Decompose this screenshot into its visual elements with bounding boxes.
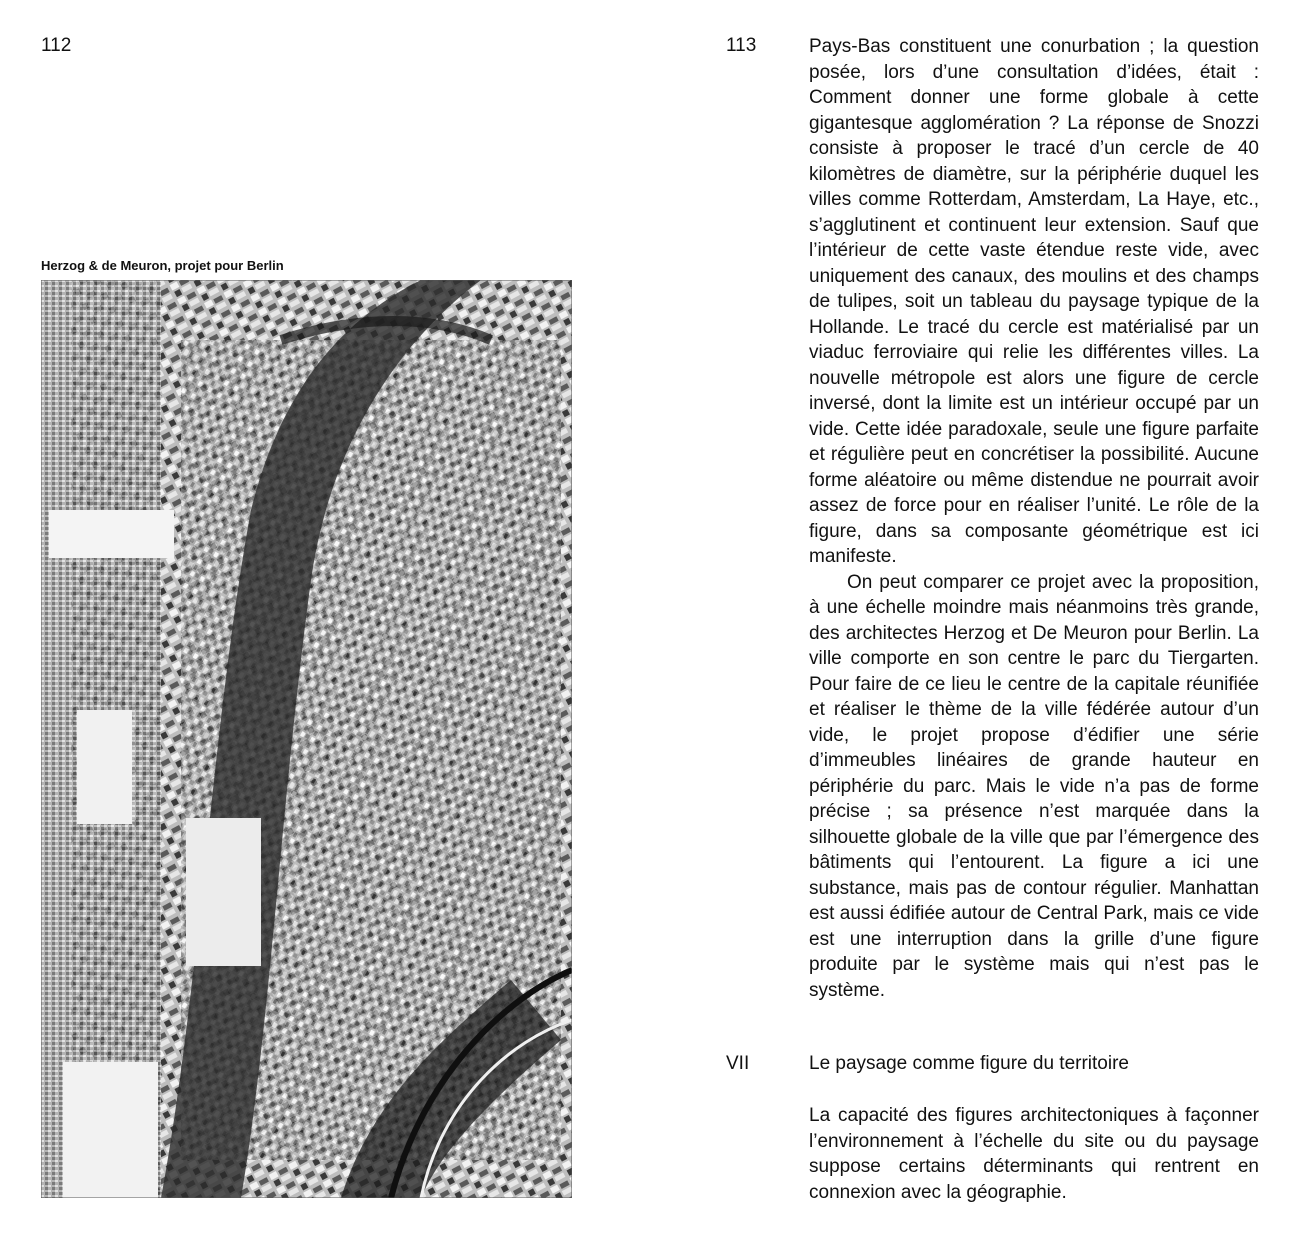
section-paragraph: La capacité des figures architectoniques à façonner l’environnement à l’échelle du site ou du paysage suppose certains déterminants qui rentrent en connexion avec la géographie. xyxy=(809,1105,1259,1203)
left-page-number: 112 xyxy=(41,35,72,56)
berlin-aerial-photo xyxy=(41,280,572,1198)
figure-caption: Herzog & de Meuron, projet pour Berlin xyxy=(41,258,284,273)
right-page-number: 113 xyxy=(726,35,757,56)
paragraph-2: On peut comparer ce projet avec la proposition, à une échelle moindre mais néanmoins très grande, des architectes Herzog et De Meuron pour Berlin. La ville comporte en son centre le parc du Tiergarten. Pour faire de ce lieu le centre de la capitale réunifiée et réaliser le thème de la ville fédérée autour d’un vide, le projet propose d’édifier une série d’immeubles linéaires de grande hauteur en périphérie du parc. Mais le vide n’a pas de forme précise ; sa présence n’est marquée dans la silhouette globale de la ville que par l’émergence des bâtiments qui l’entourent. La figure a ici une substance, mais pas de contour régulier. Manhattan est aussi édifiée autour de Central Park, mais ce vide est une interruption dans la grille d’une figure produite par le système mais qui n’est pas le système. xyxy=(809,571,1259,1001)
section-number: VII xyxy=(726,1053,750,1074)
section-title: Le paysage comme figure du territoire xyxy=(809,1053,1129,1074)
main-text xyxy=(809,34,1259,1003)
paragraph-1: Pays-Bas constituent une conurbation ; la question posée, lors d’une consultation d’idées, était : Comment donner une forme globale à cette gigantesque agglomération ? La réponse de Snozzi consiste à proposer le tracé d’un cercle de 40 kilomètres de diamètre, sur la périphérie duquel les villes comme Rotterdam, Amsterdam, La Haye, etc., s’agglutinent et continuent leur extension. Sauf que l’intérieur de cette vaste étendue reste vide, avec uniquement des canaux, des moulins et des champs de tulipes, soit un tableau du paysage typique de la Hollande. Le tracé du cercle est matérialisé par un viaduc ferroviaire qui relie les différentes villes. La nouvelle métropole est alors une figure de cercle inversé, dont la limite est un intérieur occupé par un vide. Cette idée paradoxale, seule une figure parfaite et régulière peut en concrétiser la possibilité. Aucune forme aléatoire ou même distendue ne pourrait avoir assez de force pour en réaliser l’unité. Le rôle de la figure, dans sa composante géométrique est ici manifeste. xyxy=(809,36,1259,567)
